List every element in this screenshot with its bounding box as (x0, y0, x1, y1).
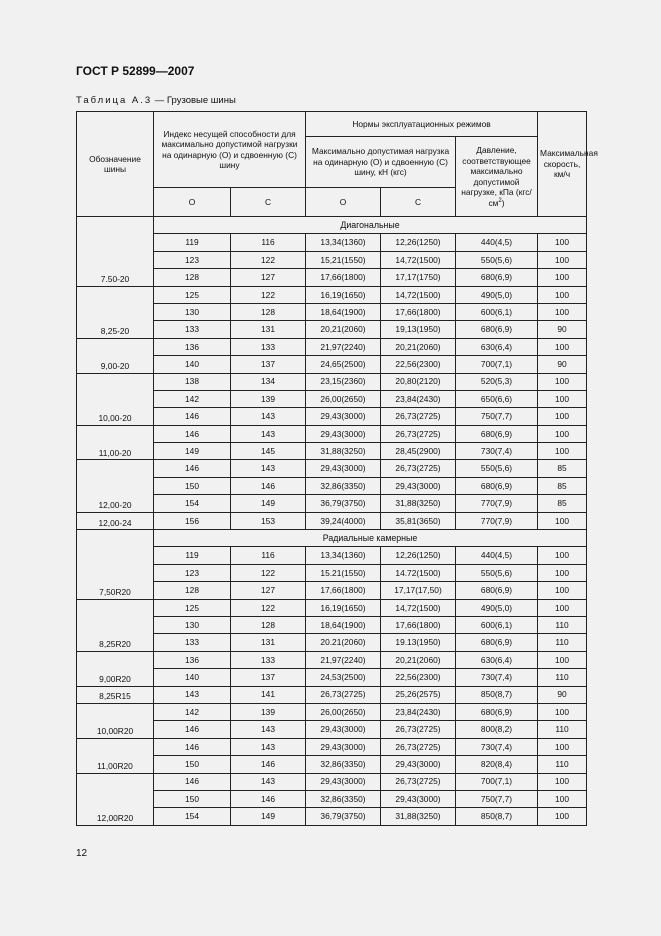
load-index-c-cell: 122 (231, 599, 306, 616)
max-speed-cell: 110 (538, 756, 587, 773)
max-speed-cell: 110 (538, 669, 587, 686)
max-speed-cell: 90 (538, 356, 587, 373)
header-pressure-text: Давление, соответствующее максимально допустимой нагрузке, кПа (кгс/см (461, 145, 532, 208)
pressure-cell: 700(7,1) (456, 773, 538, 790)
load-index-o-cell: 143 (154, 686, 231, 703)
max-load-o-cell: 26,73(2725) (306, 686, 381, 703)
max-load-c-cell: 22,56(2300) (381, 356, 456, 373)
header-load-index: Индекс несущей способности для максимально допустимой нагрузки на одинарную (О) и сдвоенную (С) шину (154, 112, 306, 188)
max-load-c-cell: 19.13(1950) (381, 634, 456, 651)
max-load-c-cell: 31,88(3250) (381, 495, 456, 512)
load-index-c-cell: 146 (231, 790, 306, 807)
load-index-c-cell: 149 (231, 495, 306, 512)
max-speed-cell: 100 (538, 269, 587, 286)
max-load-o-cell: 16,19(1650) (306, 599, 381, 616)
max-speed-cell: 100 (538, 234, 587, 251)
max-speed-cell: 100 (538, 286, 587, 303)
max-load-c-cell: 31,88(3250) (381, 808, 456, 825)
load-index-o-cell: 154 (154, 808, 231, 825)
table-row (77, 808, 587, 825)
tire-designation: 10,00R20 (77, 703, 154, 738)
load-index-c-cell: 139 (231, 703, 306, 720)
max-load-o-cell: 39,24(4000) (306, 512, 381, 529)
table-row (77, 564, 587, 581)
max-load-o-cell: 32,86(3350) (306, 790, 381, 807)
tire-designation: 11,00-20 (77, 425, 154, 460)
pressure-cell: 440(4,5) (456, 547, 538, 564)
load-index-o-cell: 128 (154, 582, 231, 599)
load-index-c-cell: 137 (231, 356, 306, 373)
max-load-c-cell: 17,17(1750) (381, 269, 456, 286)
load-index-o-cell: 130 (154, 303, 231, 320)
max-load-o-cell: 20.21(2060) (306, 634, 381, 651)
max-speed-cell: 85 (538, 460, 587, 477)
header-c-index: С (231, 188, 306, 217)
max-load-c-cell: 14,72(1500) (381, 599, 456, 616)
pressure-cell: 750(7,7) (456, 790, 538, 807)
max-load-o-cell: 23,15(2360) (306, 373, 381, 390)
max-load-c-cell: 29,43(3000) (381, 790, 456, 807)
max-load-c-cell: 17,66(1800) (381, 616, 456, 633)
max-load-o-cell: 20,21(2060) (306, 321, 381, 338)
table-row (77, 651, 587, 668)
load-index-o-cell: 146 (154, 738, 231, 755)
load-index-o-cell: 156 (154, 512, 231, 529)
load-index-c-cell: 131 (231, 634, 306, 651)
tire-designation: 8,25-20 (77, 286, 154, 338)
table-row (77, 669, 587, 686)
max-speed-cell: 100 (538, 651, 587, 668)
max-load-c-cell: 17,66(1800) (381, 303, 456, 320)
max-speed-cell: 85 (538, 477, 587, 494)
load-index-c-cell: 146 (231, 756, 306, 773)
max-load-o-cell: 26,00(2650) (306, 703, 381, 720)
load-index-o-cell: 128 (154, 269, 231, 286)
max-load-c-cell: 22,56(2300) (381, 669, 456, 686)
load-index-o-cell: 154 (154, 495, 231, 512)
max-speed-cell: 100 (538, 790, 587, 807)
load-index-c-cell: 131 (231, 321, 306, 338)
pressure-cell: 680(6,9) (456, 582, 538, 599)
max-load-o-cell: 29,43(3000) (306, 460, 381, 477)
header-o-index: О (154, 188, 231, 217)
max-load-o-cell: 29,43(3000) (306, 425, 381, 442)
max-speed-cell: 100 (538, 773, 587, 790)
max-load-o-cell: 13,34(1360) (306, 547, 381, 564)
table-row (77, 599, 587, 616)
pressure-cell: 800(8,2) (456, 721, 538, 738)
table-row (77, 756, 587, 773)
pressure-cell: 770(7,9) (456, 512, 538, 529)
load-index-c-cell: 128 (231, 303, 306, 320)
load-index-c-cell: 122 (231, 286, 306, 303)
max-load-c-cell: 20,21(2060) (381, 338, 456, 355)
pressure-cell: 650(6,6) (456, 390, 538, 407)
max-load-c-cell: 35,81(3650) (381, 512, 456, 529)
load-index-c-cell: 116 (231, 234, 306, 251)
pressure-cell: 490(5,0) (456, 286, 538, 303)
pressure-cell: 440(4,5) (456, 234, 538, 251)
header-c-load: С (381, 188, 456, 217)
load-index-o-cell: 150 (154, 477, 231, 494)
pressure-cell: 850(8,7) (456, 808, 538, 825)
max-load-o-cell: 29,43(3000) (306, 738, 381, 755)
load-index-o-cell: 133 (154, 634, 231, 651)
load-index-o-cell: 123 (154, 564, 231, 581)
section-header-row (77, 217, 587, 234)
max-load-c-cell: 20,21(2060) (381, 651, 456, 668)
table-row (77, 686, 587, 703)
pressure-cell: 680(6,9) (456, 425, 538, 442)
load-index-o-cell: 142 (154, 390, 231, 407)
load-index-o-cell: 125 (154, 599, 231, 616)
pressure-cell: 680(6,9) (456, 321, 538, 338)
pressure-cell: 730(7,4) (456, 443, 538, 460)
max-load-c-cell: 12,26(1250) (381, 547, 456, 564)
max-speed-cell: 100 (538, 338, 587, 355)
table-row (77, 547, 587, 564)
max-load-o-cell: 29,43(3000) (306, 408, 381, 425)
tire-designation: 8,25R20 (77, 599, 154, 651)
table-row (77, 373, 587, 390)
max-load-o-cell: 32,86(3350) (306, 756, 381, 773)
max-speed-cell: 100 (538, 547, 587, 564)
load-index-o-cell: 133 (154, 321, 231, 338)
pressure-cell: 550(5,6) (456, 251, 538, 268)
table-body (77, 217, 587, 826)
page-number: 12 (76, 848, 88, 859)
table-row (77, 234, 587, 251)
load-index-o-cell: 125 (154, 286, 231, 303)
load-index-c-cell: 122 (231, 251, 306, 268)
max-load-c-cell: 14,72(1500) (381, 286, 456, 303)
load-index-c-cell: 143 (231, 721, 306, 738)
max-load-o-cell: 16,19(1650) (306, 286, 381, 303)
max-load-c-cell: 26,73(2725) (381, 773, 456, 790)
table-row (77, 738, 587, 755)
max-load-c-cell: 26,73(2725) (381, 738, 456, 755)
pressure-cell: 680(6,9) (456, 634, 538, 651)
max-load-c-cell: 26,73(2725) (381, 425, 456, 442)
max-speed-cell: 100 (538, 373, 587, 390)
load-index-c-cell: 133 (231, 651, 306, 668)
load-index-o-cell: 146 (154, 721, 231, 738)
tire-designation: 12,00-24 (77, 512, 154, 529)
pressure-cell: 630(6,4) (456, 338, 538, 355)
tire-designation: 9,00-20 (77, 338, 154, 373)
max-load-o-cell: 18,64(1900) (306, 616, 381, 633)
pressure-cell: 600(6,1) (456, 303, 538, 320)
max-load-o-cell: 29,43(3000) (306, 721, 381, 738)
max-load-o-cell: 24,53(2500) (306, 669, 381, 686)
max-speed-cell: 100 (538, 251, 587, 268)
load-index-c-cell: 127 (231, 269, 306, 286)
header-designation: Обозначение шины (77, 112, 154, 217)
table-row (77, 721, 587, 738)
table-row (77, 303, 587, 320)
max-load-c-cell: 26,73(2725) (381, 460, 456, 477)
section-title: Радиальные камерные (154, 530, 587, 547)
header-max-speed: Максимальная скорость, км/ч (538, 112, 587, 217)
load-index-c-cell: 134 (231, 373, 306, 390)
max-load-o-cell: 15.21(1550) (306, 564, 381, 581)
table-row (77, 790, 587, 807)
load-index-c-cell: 122 (231, 564, 306, 581)
max-load-o-cell: 36,79(3750) (306, 495, 381, 512)
table-row (77, 338, 587, 355)
pressure-cell: 770(7,9) (456, 495, 538, 512)
max-load-c-cell: 12,26(1250) (381, 234, 456, 251)
max-speed-cell: 85 (538, 495, 587, 512)
tire-designation: 7.50-20 (77, 217, 154, 287)
pressure-cell: 750(7,7) (456, 408, 538, 425)
max-load-c-cell: 20,80(2120) (381, 373, 456, 390)
load-index-o-cell: 119 (154, 234, 231, 251)
table-row (77, 477, 587, 494)
table-row (77, 495, 587, 512)
max-load-o-cell: 21,97(2240) (306, 338, 381, 355)
load-index-c-cell: 137 (231, 669, 306, 686)
load-index-c-cell: 133 (231, 338, 306, 355)
load-index-o-cell: 138 (154, 373, 231, 390)
max-load-c-cell: 28,45(2900) (381, 443, 456, 460)
load-index-o-cell: 140 (154, 356, 231, 373)
max-load-o-cell: 17,66(1800) (306, 269, 381, 286)
max-speed-cell: 100 (538, 599, 587, 616)
max-load-o-cell: 29,43(3000) (306, 773, 381, 790)
table-row (77, 356, 587, 373)
max-load-c-cell: 29,43(3000) (381, 477, 456, 494)
max-load-c-cell: 26,73(2725) (381, 721, 456, 738)
max-speed-cell: 100 (538, 703, 587, 720)
pressure-cell: 490(5,0) (456, 599, 538, 616)
load-index-o-cell: 136 (154, 651, 231, 668)
load-index-c-cell: 143 (231, 738, 306, 755)
load-index-c-cell: 143 (231, 408, 306, 425)
tire-designation: 12,00R20 (77, 773, 154, 825)
max-speed-cell: 100 (538, 303, 587, 320)
max-load-o-cell: 31,88(3250) (306, 443, 381, 460)
table-row (77, 616, 587, 633)
load-index-c-cell: 145 (231, 443, 306, 460)
pressure-cell: 680(6,9) (456, 477, 538, 494)
load-index-o-cell: 119 (154, 547, 231, 564)
pressure-cell: 730(7,4) (456, 669, 538, 686)
max-speed-cell: 100 (538, 738, 587, 755)
load-index-o-cell: 136 (154, 338, 231, 355)
tire-designation: 9,00R20 (77, 651, 154, 686)
table-row (77, 269, 587, 286)
max-load-o-cell: 15,21(1550) (306, 251, 381, 268)
load-index-c-cell: 149 (231, 808, 306, 825)
load-index-c-cell: 143 (231, 773, 306, 790)
max-speed-cell: 100 (538, 808, 587, 825)
load-index-o-cell: 146 (154, 425, 231, 442)
load-index-o-cell: 146 (154, 773, 231, 790)
load-index-o-cell: 146 (154, 408, 231, 425)
load-index-c-cell: 128 (231, 616, 306, 633)
load-index-c-cell: 143 (231, 425, 306, 442)
max-speed-cell: 110 (538, 721, 587, 738)
load-index-c-cell: 127 (231, 582, 306, 599)
table-caption-prefix: Таблица А.3 (76, 95, 153, 106)
max-speed-cell: 110 (538, 616, 587, 633)
max-load-o-cell: 18,64(1900) (306, 303, 381, 320)
max-load-c-cell: 29,43(3000) (381, 756, 456, 773)
max-load-o-cell: 13,34(1360) (306, 234, 381, 251)
tire-designation: 12,00-20 (77, 460, 154, 512)
table-row (77, 460, 587, 477)
load-index-o-cell: 130 (154, 616, 231, 633)
section-header-row (77, 530, 587, 547)
max-load-c-cell: 14,72(1500) (381, 251, 456, 268)
max-load-c-cell: 17,17(17,50) (381, 582, 456, 599)
max-load-c-cell: 26,73(2725) (381, 408, 456, 425)
table-row (77, 703, 587, 720)
max-load-c-cell: 23,84(2430) (381, 703, 456, 720)
table-row (77, 512, 587, 529)
standard-title: ГОСТ Р 52899—2007 (76, 64, 195, 78)
max-load-o-cell: 21,97(2240) (306, 651, 381, 668)
table-row (77, 286, 587, 303)
table-caption-title: — Грузовые шины (152, 95, 236, 106)
tire-designation: 7,50R20 (77, 530, 154, 600)
table-row (77, 390, 587, 407)
max-load-c-cell: 14.72(1500) (381, 564, 456, 581)
load-index-o-cell: 142 (154, 703, 231, 720)
header-pressure (456, 137, 538, 217)
pressure-cell: 550(5,6) (456, 460, 538, 477)
load-index-o-cell: 146 (154, 460, 231, 477)
load-index-c-cell: 143 (231, 460, 306, 477)
load-index-c-cell: 141 (231, 686, 306, 703)
table-row (77, 321, 587, 338)
pressure-cell: 820(8,4) (456, 756, 538, 773)
table-row (77, 634, 587, 651)
load-index-c-cell: 153 (231, 512, 306, 529)
load-index-c-cell: 146 (231, 477, 306, 494)
max-speed-cell: 110 (538, 634, 587, 651)
pressure-cell: 730(7,4) (456, 738, 538, 755)
section-title: Диагональные (154, 217, 587, 234)
load-index-o-cell: 149 (154, 443, 231, 460)
max-load-o-cell: 36,79(3750) (306, 808, 381, 825)
max-speed-cell: 90 (538, 321, 587, 338)
max-speed-cell: 90 (538, 686, 587, 703)
pressure-cell: 600(6,1) (456, 616, 538, 633)
truck-tires-table (76, 111, 598, 826)
max-load-c-cell: 25,26(2575) (381, 686, 456, 703)
table-row (77, 773, 587, 790)
tire-designation: 10,00-20 (77, 373, 154, 425)
max-load-c-cell: 23,84(2430) (381, 390, 456, 407)
table-row (77, 408, 587, 425)
load-index-o-cell: 140 (154, 669, 231, 686)
max-load-c-cell: 19,13(1950) (381, 321, 456, 338)
pressure-cell: 700(7,1) (456, 356, 538, 373)
max-speed-cell: 100 (538, 443, 587, 460)
pressure-cell: 680(6,9) (456, 703, 538, 720)
pressure-cell: 550(5,6) (456, 564, 538, 581)
max-load-o-cell: 24,65(2500) (306, 356, 381, 373)
table-row (77, 582, 587, 599)
max-load-o-cell: 26,00(2650) (306, 390, 381, 407)
pressure-cell: 520(5,3) (456, 373, 538, 390)
max-speed-cell: 100 (538, 564, 587, 581)
table-caption (76, 95, 236, 106)
load-index-c-cell: 116 (231, 547, 306, 564)
header-pressure-end: ) (501, 197, 505, 208)
pressure-cell: 850(8,7) (456, 686, 538, 703)
header-max-load: Максимально допустимая нагрузка на одинарную (О) и сдвоенную (С) шину, кН (кгс) (306, 137, 456, 188)
table-row (77, 251, 587, 268)
max-speed-cell: 100 (538, 390, 587, 407)
max-speed-cell: 100 (538, 408, 587, 425)
pressure-cell: 680(6,9) (456, 269, 538, 286)
load-index-c-cell: 139 (231, 390, 306, 407)
max-load-o-cell: 32,86(3350) (306, 477, 381, 494)
table-row (77, 443, 587, 460)
header-o-load: О (306, 188, 381, 217)
load-index-o-cell: 150 (154, 756, 231, 773)
pressure-cell: 630(6,4) (456, 651, 538, 668)
max-speed-cell: 100 (538, 425, 587, 442)
header-pressure-sup: 2 (498, 197, 502, 204)
tire-designation: 8,25R15 (77, 686, 154, 703)
tire-designation: 11,00R20 (77, 738, 154, 773)
load-index-o-cell: 150 (154, 790, 231, 807)
max-load-o-cell: 17,66(1800) (306, 582, 381, 599)
max-speed-cell: 100 (538, 582, 587, 599)
max-speed-cell: 100 (538, 512, 587, 529)
header-norms: Нормы эксплуатационных режимов (306, 112, 538, 137)
table-row (77, 425, 587, 442)
load-index-o-cell: 123 (154, 251, 231, 268)
